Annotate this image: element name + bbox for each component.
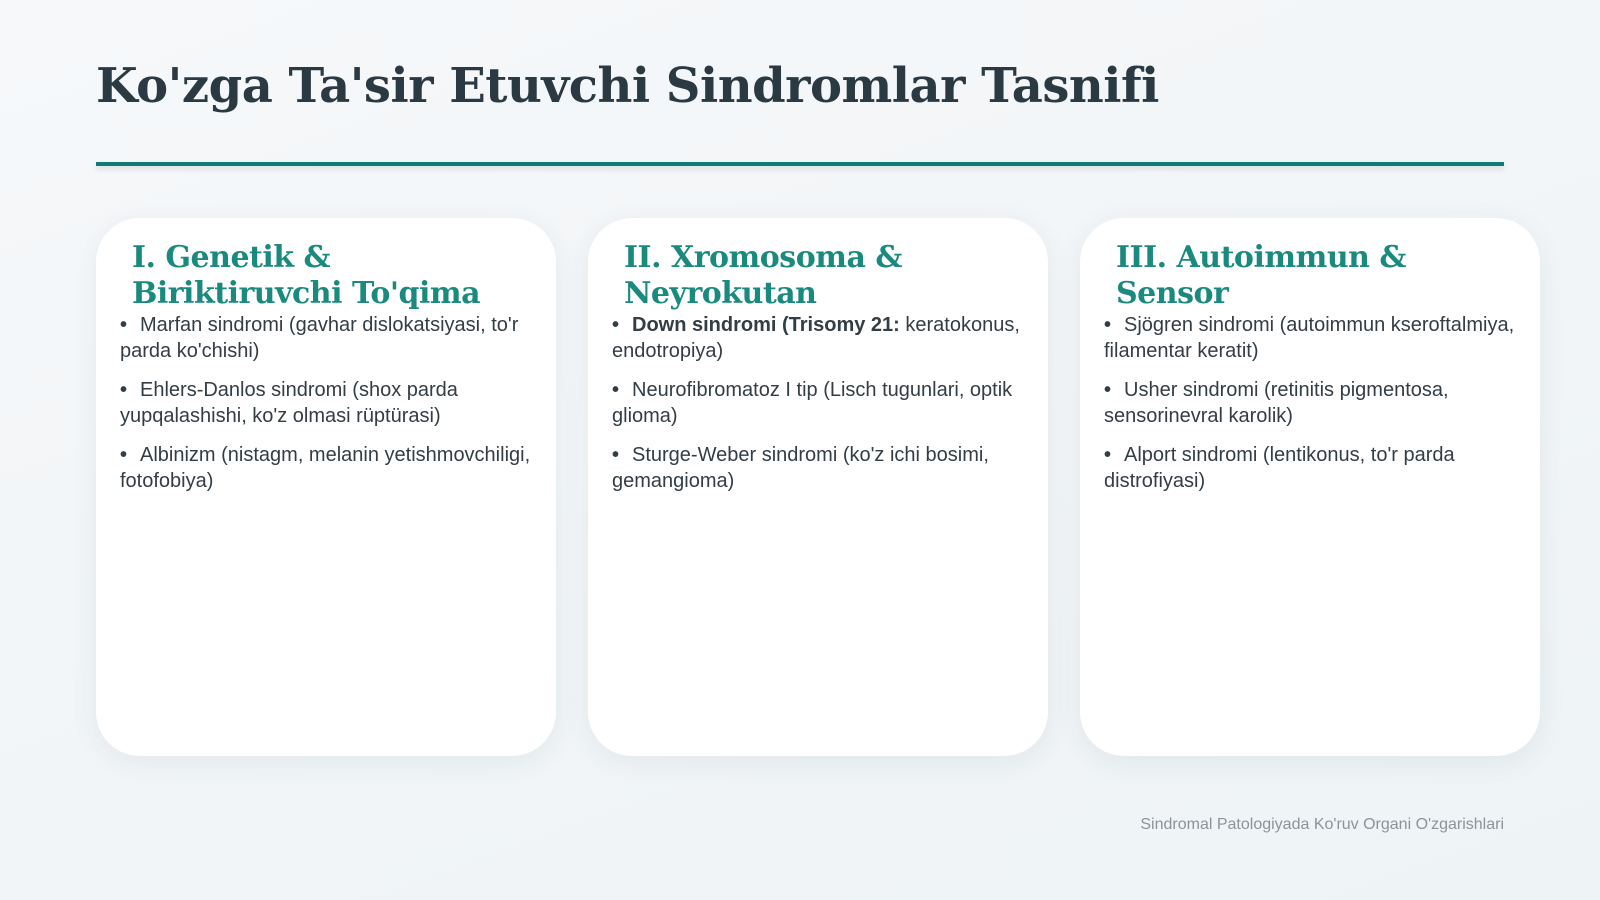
- list-item: • Neurofibromatoz I tip (Lisch tugunlari, optik glioma): [612, 379, 1013, 427]
- card-title: II. Xromosoma & Neyrokutan: [624, 240, 902, 311]
- list-item: • Sjögren sindromi (autoimmun kseroftalmiya, filamentar keratit): [1104, 314, 1515, 362]
- bullet-icon: •: [1104, 444, 1112, 466]
- bullet-icon: •: [612, 444, 620, 466]
- list-item: • Albinizm (nistagm, melanin yetishmovchiligi, fotofobiya): [120, 444, 531, 492]
- bullet-icon: •: [612, 379, 620, 401]
- bullet-icon: •: [120, 444, 128, 466]
- syndrome-list: [612, 312, 1024, 494]
- syndrome-list: [1104, 312, 1516, 494]
- list-item: • Down sindromi (Trisomy 21: keratokonus, endotropiya): [612, 314, 1020, 362]
- slide-title: Ko'zga Ta'sir Etuvchi Sindromlar Tasnifi: [96, 58, 1159, 114]
- list-item: • Marfan sindromi (gavhar dislokatsiyasi, to'r parda ko'chishi): [120, 314, 519, 362]
- syndrome-list: [120, 312, 532, 494]
- card-chromosomal: [588, 218, 1048, 756]
- bullet-icon: •: [120, 314, 128, 336]
- list-item: • Alport sindromi (lentikonus, to'r parda distrofiyasi): [1104, 444, 1455, 492]
- bullet-icon: •: [120, 379, 128, 401]
- list-item: • Sturge-Weber sindromi (ko'z ichi bosimi, gemangioma): [612, 444, 989, 492]
- slide-footer: Sindromal Patologiyada Ko'ruv Organi O'zgarishlari: [1140, 816, 1504, 833]
- title-divider: [96, 162, 1504, 166]
- card-title: III. Autoimmun & Sensor: [1116, 240, 1406, 311]
- bullet-icon: •: [1104, 379, 1112, 401]
- card-genetic: [96, 218, 556, 756]
- card-title: I. Genetik & Biriktiruvchi To'qima: [132, 240, 481, 311]
- list-item: • Usher sindromi (retinitis pigmentosa, sensorinevral karolik): [1104, 379, 1449, 427]
- card-autoimmune: [1080, 218, 1540, 756]
- bullet-icon: •: [1104, 314, 1112, 336]
- bullet-icon: •: [612, 314, 620, 336]
- list-item: • Ehlers-Danlos sindromi (shox parda yupqalashishi, ko'z olmasi rüptürasi): [120, 379, 458, 427]
